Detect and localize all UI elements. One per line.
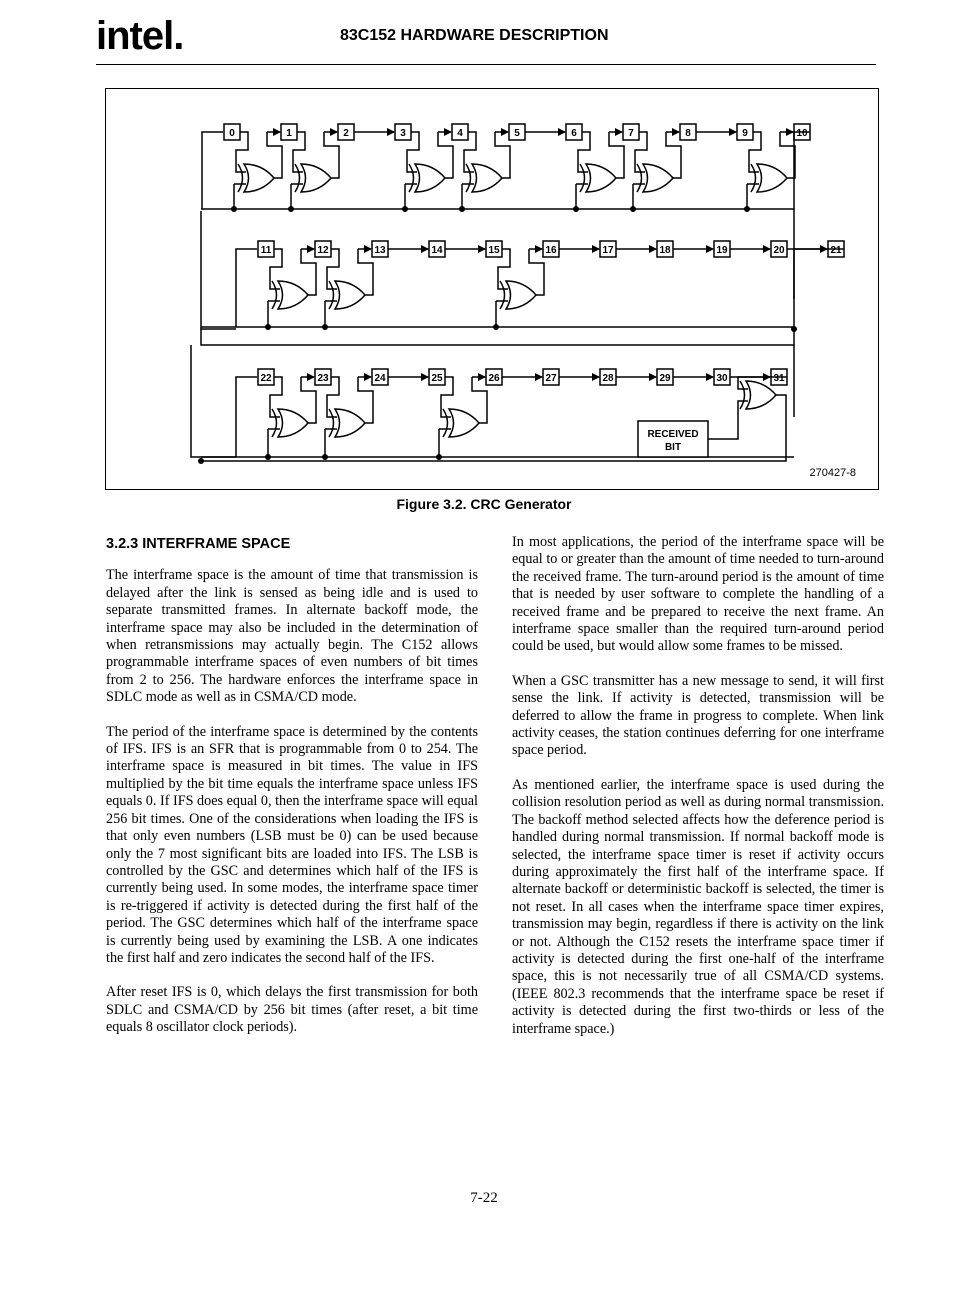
row-link: [201, 329, 794, 345]
xor-gate: [506, 281, 536, 309]
xor-gate-curve: [740, 381, 745, 409]
register-label-10: 10: [796, 128, 808, 139]
junction-dot: [198, 458, 204, 464]
xor-gate: [244, 164, 274, 192]
junction-dot: [322, 324, 328, 330]
page-number: 7-22: [470, 1190, 498, 1206]
register-label-20: 20: [773, 245, 785, 256]
xor-output-wire: [267, 132, 282, 178]
row-entry: [236, 377, 257, 457]
register-label-21: 21: [830, 245, 842, 256]
register-label-18: 18: [659, 245, 671, 256]
figure-code: 270427-8: [809, 467, 856, 479]
xor-gate-curve: [580, 164, 585, 192]
document-title: 83C152 HARDWARE DESCRIPTION: [340, 27, 609, 44]
junction-dot: [322, 454, 328, 460]
junction-dot: [459, 206, 465, 212]
register-label-19: 19: [716, 245, 728, 256]
xor-output-wire: [358, 377, 373, 423]
junction-dot: [744, 206, 750, 212]
junction-dot: [630, 206, 636, 212]
xor-gate-curve: [466, 164, 471, 192]
register-label-11: 11: [260, 245, 272, 256]
xor-gate: [335, 281, 365, 309]
xor-gate: [643, 164, 673, 192]
register-label-7: 7: [628, 128, 634, 139]
register-label-0: 0: [229, 128, 235, 139]
junction-dot: [288, 206, 294, 212]
paragraph: In most applications, the period of the interframe space will be equal to or greater than the amount of time needed to turn-around the received frame. The turn-around period is the amount of time that is needed by user software to complete the handling of a received frame and be prepared to receive the next frame. An interframe space smaller than the required turn-around period could be used, but would allow some frames to be missed.: [512, 534, 884, 655]
xor-gate: [301, 164, 331, 192]
xor-gate: [586, 164, 616, 192]
xor-gate: [472, 164, 502, 192]
xor-output-wire: [666, 132, 681, 178]
xor-output-wire: [780, 132, 795, 178]
received-bit-label-line2: BIT: [664, 442, 682, 453]
junction-dot: [231, 206, 237, 212]
junction-dot: [493, 324, 499, 330]
register-label-13: 13: [374, 245, 386, 256]
xor-gate-curve: [238, 164, 243, 192]
register-label-16: 16: [545, 245, 557, 256]
register-label-31: 31: [773, 373, 785, 384]
junction-dot: [436, 454, 442, 460]
xor-gate-curve: [329, 409, 334, 437]
xor-gate-curve: [500, 281, 505, 309]
xor-output-wire: [301, 249, 316, 295]
register-label-2: 2: [343, 128, 349, 139]
register-label-28: 28: [602, 373, 614, 384]
paragraph: The period of the interframe space is determined by the contents of IFS. IFS is an SFR that is programmable from 0 to 254. The interframe space is measured in bit times. The value in IFS multiplied by the bit time equals the interframe space unless IFS equals 0. If IFS does equal 0, then the interframe space will equal 256 bit times. One of the considerations when loading the IFS is that only even numbers (LSB must be 0) can be used because only the 7 most significant bits are loaded into IFS. The LSB is controlled by the GSC and determines which half of the IFS is currently being used. In some modes, the interframe space timer is re-triggered if activity is detected during the first half of the period. The GSC determines which half of the interframe space is currently being used by examining the LSB. A one indicates the first half and zero indicates the second half of the IFS.: [106, 723, 478, 966]
paragraph: When a GSC transmitter has a new message to send, it will first sense the link. If activity is detected, transmission will be deferred to allow the frame in progress to complete. When link activity ceases, the station continues deferring for one interframe space period.: [512, 672, 884, 759]
xor-gate-curve: [443, 409, 448, 437]
xor-output-wire: [301, 377, 316, 423]
xor-gate-curve: [751, 164, 756, 192]
register-label-22: 22: [260, 373, 272, 384]
xor-gate-curve: [272, 281, 277, 309]
intel-logo: intel.: [96, 14, 184, 58]
xor-gate-curve: [329, 281, 334, 309]
xor-output-wire: [609, 132, 624, 178]
figure-caption: Figure 3.2. CRC Generator: [396, 496, 572, 512]
register-label-17: 17: [602, 245, 614, 256]
paragraph: The interframe space is the amount of time that transmission is delayed after the link is sensed as being idle and is used to separate transmitted frames. In alternate backoff mode, the interframe space may also be included in the determination of when retransmissions may actually begin. The C152 allows programmable interframe spaces of even numbers of bit times from 2 to 256. The hardware enforces the interframe space in SDLC mode as well as in CSMA/CD mode.: [106, 567, 478, 706]
paragraph: As mentioned earlier, the interframe space is used during the collision resolution period as well as during normal transmission. The backoff method selected affects how the deference period is handled during normal transmission. If normal backoff mode is selected, the interframe space timer is reset if activity occurs during approximately the first half of the interframe space. If alternate backoff or deterministic backoff is selected, the timer is not reset. In all cases when the interframe space timer expires, transmission may begin, regardless if there is activity on the link or not. Although the C152 resets the interframe space timer if activity is detected during the first one-half of the interframe space, this is not necessarily true of all CSMA/CD systems. (IEEE 802.3 recommends that the interframe space be reset if activity is detected during the first two-thirds or less of the interframe space.): [512, 776, 884, 1037]
junction-dot: [573, 206, 579, 212]
xor-gate-curve: [637, 164, 642, 192]
xor-output-wire: [529, 249, 544, 295]
register-label-25: 25: [431, 373, 443, 384]
paragraph: After reset IFS is 0, which delays the first transmission for both SDLC and CSMA/CD by 256 bit times (after reset, a bit time equals 8 oscillator clock periods).: [106, 984, 478, 1036]
register-label-15: 15: [488, 245, 500, 256]
register-label-27: 27: [545, 373, 557, 384]
register-label-5: 5: [514, 128, 520, 139]
section-heading: 3.2.3 INTERFRAME SPACE: [106, 536, 291, 552]
received-bit-label-line1: RECEIVED: [647, 429, 699, 440]
register-label-24: 24: [374, 373, 386, 384]
header-divider: [96, 64, 876, 65]
register-label-3: 3: [400, 128, 406, 139]
xor-gate-curve: [272, 409, 277, 437]
junction-dot: [402, 206, 408, 212]
register-label-12: 12: [317, 245, 329, 256]
xor-gate-curve: [295, 164, 300, 192]
xor-gate: [415, 164, 445, 192]
junction-dot: [265, 454, 271, 460]
crc-generator-figure: [105, 88, 879, 490]
register-label-30: 30: [716, 373, 728, 384]
register-label-14: 14: [431, 245, 443, 256]
row-link: [201, 211, 236, 329]
register-label-26: 26: [488, 373, 500, 384]
xor-gate: [449, 409, 479, 437]
xor-output-wire: [438, 132, 453, 178]
xor-gate: [335, 409, 365, 437]
register-label-9: 9: [742, 128, 748, 139]
row-exit: [794, 132, 810, 299]
xor-output-wire: [495, 132, 510, 178]
xor-output-wire: [324, 132, 339, 178]
page-header: [0, 0, 968, 70]
register-label-4: 4: [457, 128, 463, 139]
register-label-29: 29: [659, 373, 671, 384]
right-column: [512, 534, 884, 1055]
xor-output-wire: [472, 377, 487, 423]
row-exit: [794, 249, 844, 417]
row-link: [191, 345, 236, 457]
row-entry: [236, 249, 257, 327]
register-label-6: 6: [571, 128, 577, 139]
register-label-23: 23: [317, 373, 329, 384]
xor-gate: [757, 164, 787, 192]
xor-gate: [278, 281, 308, 309]
left-column: [106, 534, 478, 1054]
register-label-1: 1: [286, 128, 292, 139]
row-entry: [202, 132, 223, 209]
register-label-8: 8: [685, 128, 691, 139]
xor-output-wire: [358, 249, 373, 295]
crc-diagram: [106, 89, 878, 489]
xor-gate-curve: [409, 164, 414, 192]
junction-dot: [265, 324, 271, 330]
junction-dot: [791, 326, 797, 332]
xor-gate: [278, 409, 308, 437]
